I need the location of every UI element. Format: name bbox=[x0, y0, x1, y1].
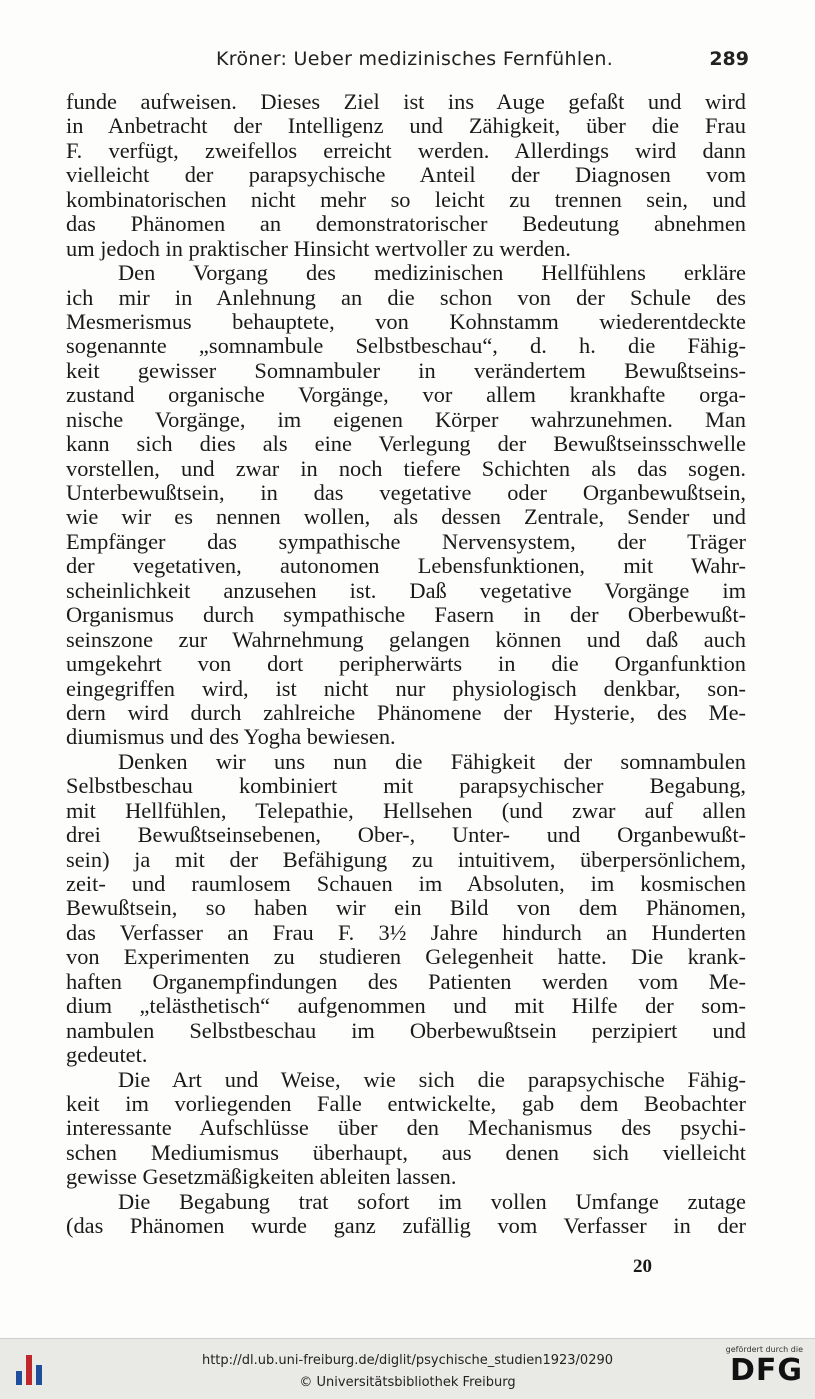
text-line: Mesmerismus behauptete, von Kohnstamm wiederentdeckte bbox=[66, 309, 746, 334]
text-line: gewisse Gesetzmäßigkeiten ableiten lassen. bbox=[66, 1165, 457, 1190]
text-line: schen Mediumismus überhaupt, aus denen sich vielleicht bbox=[66, 1140, 746, 1165]
text-line: haften Organempfindungen des Patienten werden vom Me- bbox=[66, 969, 746, 994]
page-header bbox=[66, 48, 749, 76]
text-line: kann sich dies als eine Verlegung der Bewußtseinsschwelle bbox=[66, 432, 746, 457]
text-line: seinszone zur Wahrnehmung gelangen können und daß auch bbox=[66, 627, 746, 652]
text-line: Unterbewußtsein, in das vegetative oder Organbewußtsein, bbox=[66, 481, 746, 505]
page-number: 289 bbox=[709, 48, 749, 70]
permalink-url[interactable]: http://dl.ub.uni-freiburg.de/diglit/psychische_studien1923/0290 bbox=[201, 1353, 614, 1368]
text-line: das Verfasser an Frau F. 3½ Jahre hindurch an Hunderten bbox=[66, 920, 746, 945]
text-line: dern wird durch zahlreiche Phänomene der Hysterie, des Me- bbox=[66, 700, 746, 725]
text-line: drei Bewußtseinsebenen, Ober-, Unter- und Organbewußt- bbox=[66, 823, 746, 848]
text-line: Denken wir uns nun die Fähigkeit der somnambulen bbox=[118, 749, 746, 774]
text-line: keit im vorliegenden Falle entwickelte, gab dem Beobachter bbox=[66, 1091, 746, 1116]
text-line: scheinlichkeit anzusehen ist. Daß vegetative Vorgänge im bbox=[66, 578, 746, 603]
running-title: Kröner: Ueber medizinisches Fernfühlen. bbox=[216, 48, 614, 70]
footer-bar bbox=[0, 1338, 815, 1399]
text-line: nambulen Selbstbeschau im Oberbewußtsein perzipiert und bbox=[66, 1018, 746, 1043]
text-line: in Anbetracht der Intelligenz und Zähigkeit, über die Frau bbox=[66, 114, 746, 139]
dfg-wordmark: DFG bbox=[729, 1353, 803, 1388]
text-line: vielleicht der parapsychische Anteil der Diagnosen vom bbox=[66, 163, 746, 188]
text-line: keit gewisser Somnambuler in verändertem Bewußtseins- bbox=[66, 358, 746, 383]
text-line: F. verfügt, zweifellos erreicht werden. Allerdings wird dann bbox=[66, 138, 746, 163]
text-line: zustand organische Vorgänge, vor allem krankhafte orga- bbox=[66, 383, 746, 408]
text-line: der vegetativen, autonomen Lebensfunktionen, mit Wahr- bbox=[66, 554, 746, 579]
text-line: Bewußtsein, so haben wir ein Bild von dem Phänomen, bbox=[66, 896, 746, 921]
text-line: kombinatorischen nicht mehr so leicht zu trennen sein, und bbox=[66, 187, 746, 212]
text-line: das Phänomen an demonstratorischer Bedeutung abnehmen bbox=[66, 212, 746, 237]
text-line: vorstellen, und zwar in noch tiefere Schichten als das sogen. bbox=[66, 456, 746, 481]
text-line: umgekehrt von dort peripherwärts in die Organfunktion bbox=[66, 652, 746, 677]
text-line: mit Hellfühlen, Telepathie, Hellsehen (und zwar auf allen bbox=[66, 798, 746, 823]
body-text bbox=[66, 90, 746, 1239]
text-line: ich mir in Anlehnung an die schon von der Schule des bbox=[66, 285, 746, 310]
text-line: sein) ja mit der Befähigung zu intuitivem, überpersönlichem, bbox=[66, 847, 746, 872]
text-line: Empfänger das sympathische Nervensystem, der Träger bbox=[66, 529, 746, 554]
text-line: (das Phänomen wurde ganz zufällig vom Verfasser in der bbox=[66, 1214, 746, 1239]
text-line: Den Vorgang des medizinischen Hellfühlens erkläre bbox=[118, 261, 746, 286]
dfg-logo bbox=[717, 1345, 803, 1395]
text-line: nische Vorgänge, im eigenen Körper wahrzunehmen. Man bbox=[66, 407, 746, 432]
text-line: diumismus und des Yogha bewiesen. bbox=[66, 725, 396, 750]
dfg-tagline: gefördert durch die bbox=[725, 1345, 803, 1354]
text-line: von Experimenten zu studieren Gelegenheit hatte. Die krank- bbox=[66, 945, 746, 970]
text-line: funde aufweisen. Dieses Ziel ist ins Auge gefaßt und wird bbox=[66, 90, 746, 114]
text-line: zeit- und raumlosem Schauen im Absoluten, im kosmischen bbox=[66, 872, 746, 896]
text-line: wie wir es nennen wollen, als dessen Zentrale, Sender und bbox=[66, 505, 746, 530]
text-line: gedeutet. bbox=[66, 1043, 148, 1068]
text-line: interessante Aufschlüsse über den Mechanismus des psychi- bbox=[66, 1116, 746, 1141]
copyright-notice: © Universitätsbibliothek Freiburg bbox=[299, 1375, 516, 1390]
text-line: Selbstbeschau kombiniert mit parapsychischer Begabung, bbox=[66, 774, 746, 799]
text-line: Die Begabung trat sofort im vollen Umfange zutage bbox=[118, 1189, 746, 1214]
signature-mark: 20 bbox=[633, 1256, 652, 1277]
text-line: Die Art und Weise, wie sich die parapsychische Fähig- bbox=[118, 1067, 746, 1092]
text-line: Organismus durch sympathische Fasern in der Oberbewußt- bbox=[66, 603, 746, 628]
text-line: eingegriffen wird, ist nicht nur physiologisch denkbar, son- bbox=[66, 676, 746, 701]
text-line: sogenannte „somnambule Selbstbeschau“, d. h. die Fähig- bbox=[66, 334, 746, 359]
text-line: dium „telästhetisch“ aufgenommen und mit Hilfe der som- bbox=[66, 994, 746, 1019]
text-line: um jedoch in praktischer Hinsicht wertvoller zu werden. bbox=[66, 236, 571, 261]
